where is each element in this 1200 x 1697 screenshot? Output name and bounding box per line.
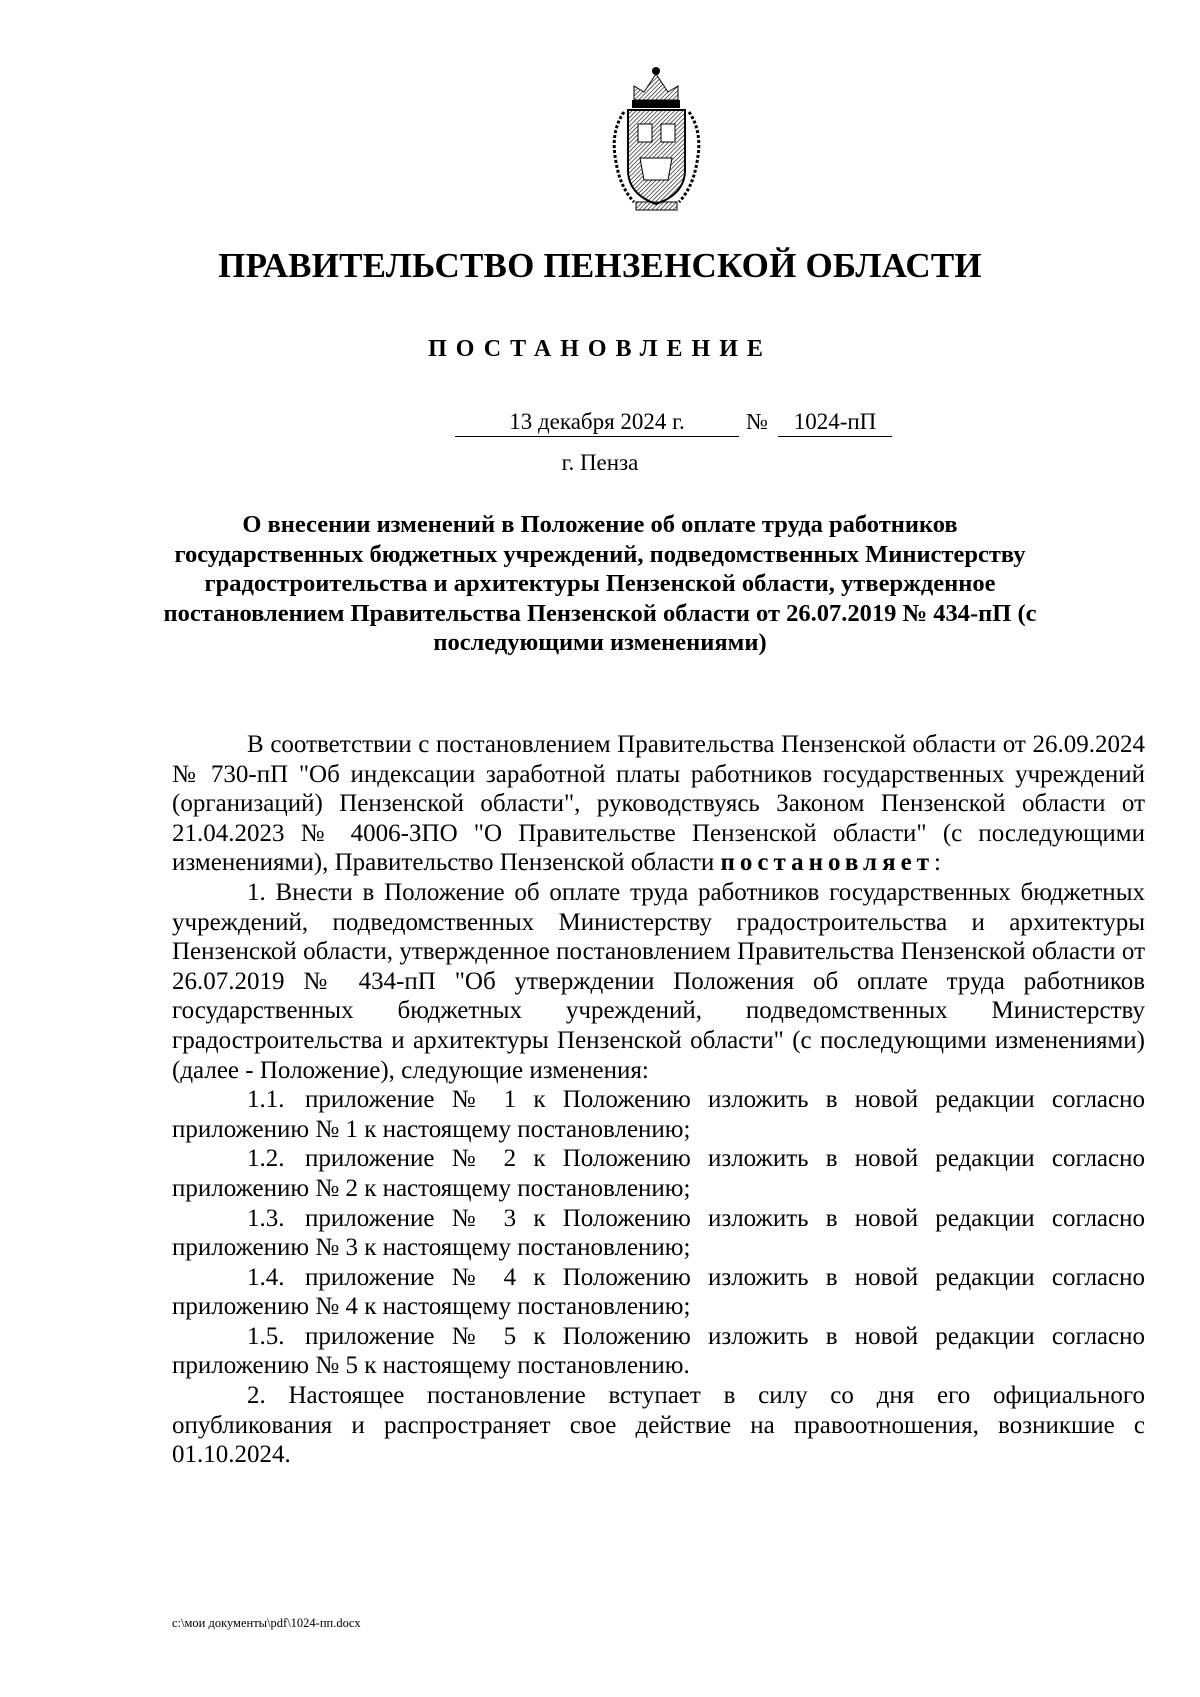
item-text: приложение № 5 к Положению изложить в новой редакции согласно приложению № 5 к настоящему постановлению. — [172, 1322, 1145, 1380]
item-number: 1.1. — [247, 1086, 285, 1114]
document-body — [172, 730, 1145, 1470]
list-item — [172, 1085, 1145, 1144]
document-number: 1024-пП — [778, 408, 892, 437]
decree-word: постановляет — [720, 849, 934, 877]
city: г. Пенза — [561, 450, 639, 475]
document-subject: О внесении изменений в Положение об оплате труда работников государственных бюджетных учреждений, подведомственных Министерству градостроительства и архитектуры Пензенской области, утвержденное постановлением Правительства Пензенской области от 26.07.2019 № 434-пП (с последующими изменениями) — [163, 511, 1037, 656]
preamble-text: В соответствии с постановлением Правительства Пензенской области от 26.09.2024 № 730-пП "Об индексации заработной платы работников государственных учреждений (организаций) Пензенской области", руководствуясь Законом Пензенской области от 21.04.2023 № 4006-ЗПО "О Правительстве Пензенской области" (с последующими изменениями), Правительство Пензенской области — [172, 731, 1145, 877]
paragraph-2: 2. Настоящее постановление вступает в силу со дня его официального опубликования и распространяет свое действие на правоотношения, возникшие с 01.10.2024. — [172, 1382, 1145, 1469]
list-item — [172, 1322, 1145, 1381]
item-text: приложение № 2 к Положению изложить в новой редакции согласно приложению № 2 к настоящему постановлению; — [172, 1145, 1145, 1202]
item-number: 1.5. — [247, 1322, 285, 1350]
list-item — [172, 1144, 1145, 1203]
item-number: 1.3. — [247, 1204, 285, 1232]
preamble-paragraph — [172, 730, 1145, 878]
paragraph-1: 1. Внести в Положение об оплате труда работников государственных бюджетных учреждений, подведомственных Министерству градостроительства и архитектуры Пензенской области, утвержденное постановлением Правительства Пензенской области от 26.07.2019 № 434-пП "Об утверждении Положения об оплате труда работников государственных бюджетных учреждений, подведомственных Министерству градостроительства и архитектуры Пензенской области" (с последующими изменениями) (далее - Положение), следующие изменения: — [172, 878, 1145, 1084]
document-type: ПОСТАНОВЛЕНИЕ — [428, 336, 772, 362]
document-date: 13 декабря 2024 г. — [455, 408, 739, 437]
item-number: 1.4. — [247, 1263, 285, 1291]
number-sign: № — [746, 409, 768, 434]
government-title: ПРАВИТЕЛЬСТВО ПЕНЗЕНСКОЙ ОБЛАСТИ — [218, 246, 982, 285]
item-text: приложение № 1 к Положению изложить в новой редакции согласно приложению № 1 к настоящему постановлению; — [172, 1086, 1145, 1143]
item-number: 1.2. — [247, 1145, 285, 1173]
list-item — [172, 1204, 1145, 1263]
coat-of-arms-icon — [604, 62, 709, 214]
item-text: приложение № 4 к Положению изложить в новой редакции согласно приложению № 4 к настоящему постановлению; — [172, 1263, 1145, 1321]
item-text: приложение № 3 к Положению изложить в новой редакции согласно приложению № 3 к настоящему постановлению; — [172, 1204, 1145, 1262]
decree-colon: : — [933, 849, 941, 877]
list-item — [172, 1263, 1145, 1322]
file-path-footer: c:\мои документы\pdf\1024-пп.docx — [172, 1616, 361, 1630]
